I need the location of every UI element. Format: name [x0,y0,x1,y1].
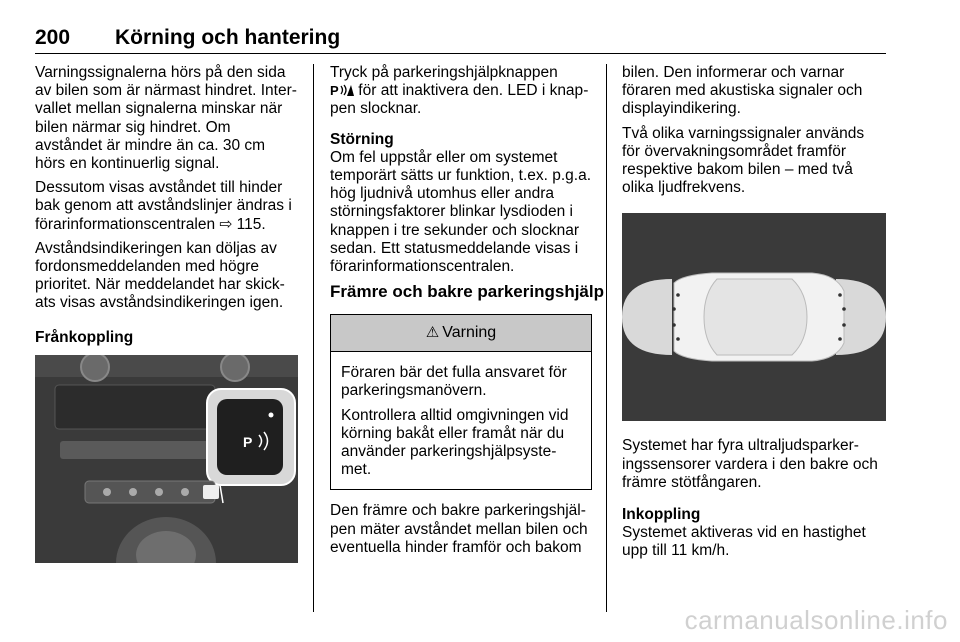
page-header [35,26,886,52]
parking-assist-icon [330,83,354,97]
page-number: 200 [35,26,71,49]
warning-text: Föraren bär det fulla ansvaret för parkeringsmanövern. [341,364,567,400]
paragraph: Den främre och bakre parkeringshjälpen mäter avståndet mellan bilen och eventuella hinder framför och bakom [330,502,588,556]
section-heading: Inkoppling [622,506,701,524]
column-divider-2 [606,64,607,612]
column-1 [35,64,298,563]
paragraph: Om fel uppstår eller om systemet temporärt sätts ur funktion, t.ex. p.g.a. hög ljudnivå utomhus eller andra störningsfaktorer blinkar lysdioden i knappen i tre sekunder och slocknar sedan. Ett statusmeddelande visas i förarinformationscentralen. [330,148,592,276]
section-heading: Störning [330,130,394,148]
warning-box [330,314,592,490]
section-heading: Frånkoppling [35,328,134,346]
paragraph: Dessutom visas avståndet till hinder bak genom att avståndslinjer ändras i förarinformationscentralen ⇨ 115. [35,179,292,233]
column-2 [330,64,604,563]
warning-header [331,315,591,352]
header-rule [35,53,886,54]
watermark: carmanualsonline.info [684,605,948,635]
paragraph: Avståndsindikeringen kan döljas av fordonsmeddelanden med högre prioritet. När meddelandet har skickats visas avståndsindikeringen igen. [35,239,285,312]
warning-text: Kontrollera alltid omgivningen vid körning bakåt eller framåt när du använder parkeringshjälpsystemet. [341,406,569,479]
column-3 [622,64,886,567]
chapter-title: Körning och hantering [115,26,341,49]
warning-triangle-icon: ⚠ [425,324,440,342]
paragraph: bilen. Den informerar och varnar föraren med akustiska signaler och displayindikering. [622,64,863,118]
parking-button-illustration [35,355,298,563]
warning-title: Varning [442,324,497,342]
paragraph: Varningssignalerna hörs på den sida av bilen som är närmast hindret. Intervallet mellan signalerna minskar när bilen närmar sig hindret. Om avståndet är mindre än ca. 30 cm hörs en kontinuerlig signal. [35,64,297,173]
svg-text:P: P [330,83,339,98]
paragraph: Tryck på parkeringshjälpknappen P för att inaktivera den. LED i knappen slocknar. [330,64,589,118]
button-symbol: P [243,433,253,450]
section-heading: Främre och bakre parkeringshjälp [330,282,604,302]
paragraph: Systemet aktiveras vid en hastighet upp till 11 km/h. [622,524,866,560]
sensor-zones-illustration [622,213,886,421]
paragraph: Systemet har fyra ultraljudsparkeringssensorer vardera i den bakre och främre stötfångaren. [622,437,878,491]
paragraph: Två olika varningssignaler används för övervakningsområdet framför respektive bakom bilen – med två olika ljudfrekvens. [622,124,865,197]
column-divider-1 [313,64,314,612]
